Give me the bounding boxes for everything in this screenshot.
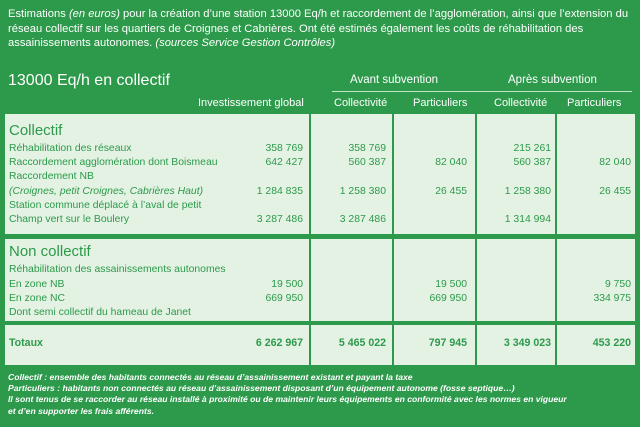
cell-coll-apres: 1 314 994	[504, 214, 551, 225]
cell-invest: 642 427	[265, 157, 303, 168]
row-label: Raccordement agglomération dont Boismeau	[9, 157, 218, 168]
header-avant-subvention: Avant subvention	[350, 74, 439, 86]
total-part-apres: 453 220	[592, 337, 631, 349]
header-divider	[332, 91, 632, 92]
total-invest: 6 262 967	[255, 337, 303, 349]
intro-part1: Estimations	[8, 8, 69, 20]
col-header-collectivite-apres: Collectivité	[494, 97, 548, 109]
intro-italic1: (en euros)	[68, 8, 120, 20]
intro-paragraph	[8, 7, 634, 51]
cell-part-apres: 334 975	[593, 293, 631, 304]
section-title-non-collectif: Non collectif	[9, 243, 91, 260]
cell-coll-apres: 560 387	[513, 157, 551, 168]
cell-part-apres: 26 455	[599, 186, 631, 197]
cell-invest: 19 500	[271, 279, 303, 290]
cell-part-avant: 82 040	[435, 157, 467, 168]
footnote-obligation: Il sont tenus de se raccorder au réseau installé à proximité ou de maintenir leurs équipements en conformité avec les normes en vigueur	[8, 394, 567, 405]
cell-part-avant: 669 950	[429, 293, 467, 304]
col-separator	[392, 114, 394, 365]
cell-coll-avant: 560 387	[348, 157, 386, 168]
totals-label: Totaux	[9, 337, 43, 349]
cell-coll-avant: 358 769	[348, 143, 386, 154]
cell-coll-avant: 3 287 486	[339, 214, 386, 225]
col-header-collectivite-avant: Collectivité	[334, 97, 388, 109]
row-label: Réhabilitation des réseaux	[9, 143, 132, 154]
col-header-particuliers-apres: Particuliers	[567, 97, 622, 109]
cell-invest: 669 950	[265, 293, 303, 304]
cell-invest: 1 284 835	[256, 186, 303, 197]
section-title-collectif: Collectif	[9, 122, 63, 139]
footnote-particuliers: Particuliers : habitants non connectés au réseau d’assainissement disposant d’un équipement autonome (fosse septique…)	[8, 383, 515, 394]
cell-coll-avant: 1 258 380	[339, 186, 386, 197]
col-header-particuliers-avant: Particuliers	[413, 97, 468, 109]
row-label: En zone NB	[9, 279, 65, 290]
cell-coll-apres: 1 258 380	[504, 186, 551, 197]
footnotes	[8, 372, 634, 417]
col-separator	[555, 114, 557, 365]
total-coll-apres: 3 349 023	[503, 337, 551, 349]
cell-invest: 3 287 486	[256, 214, 303, 225]
cell-part-avant: 19 500	[435, 279, 467, 290]
row-label: Champ vert sur le Boulery	[9, 214, 130, 225]
intro-source: (sources Service Gestion Contrôles)	[155, 37, 336, 50]
cell-part-avant: 26 455	[435, 186, 467, 197]
row-label: Dont semi collectif du hameau de Janet	[9, 307, 191, 318]
cell-coll-apres: 215 261	[513, 143, 551, 154]
row-label: En zone NC	[9, 293, 66, 304]
table-title: 13000 Eq/h en collectif	[8, 72, 170, 89]
header-apres-subvention: Après subvention	[508, 74, 597, 86]
footnote-collectif: Collectif : ensemble des habitants connectés au réseau d’assainissement existant et payant la taxe	[8, 372, 413, 382]
row-label: Réhabilitation des assainissements autonomes	[9, 264, 226, 275]
total-part-avant: 797 945	[428, 337, 467, 349]
col-header-investissement: Investissement global	[198, 97, 304, 109]
total-coll-avant: 5 465 022	[338, 337, 386, 349]
row-label: Raccordement NB	[9, 171, 94, 182]
cell-part-apres: 82 040	[599, 157, 631, 168]
cell-invest: 358 769	[265, 143, 303, 154]
row-label: (Croignes, petit Croignes, Cabrières Haut)	[9, 186, 204, 197]
cell-part-apres: 9 750	[604, 279, 631, 290]
intro-part2: pour la création d’une station 13000 Eq/h et raccordement de l’agglomération, ainsi que l’extension du réseau collectif sur les quartiers de Croignes et Cabrières. Ont été estimés également les coûts de réhabilitation des assainissements autonomes.	[8, 8, 629, 50]
row-label: Station commune déplacé à l’aval de petit	[9, 200, 202, 211]
footnote-frais: et d’en supporter les frais afférents.	[8, 405, 154, 416]
